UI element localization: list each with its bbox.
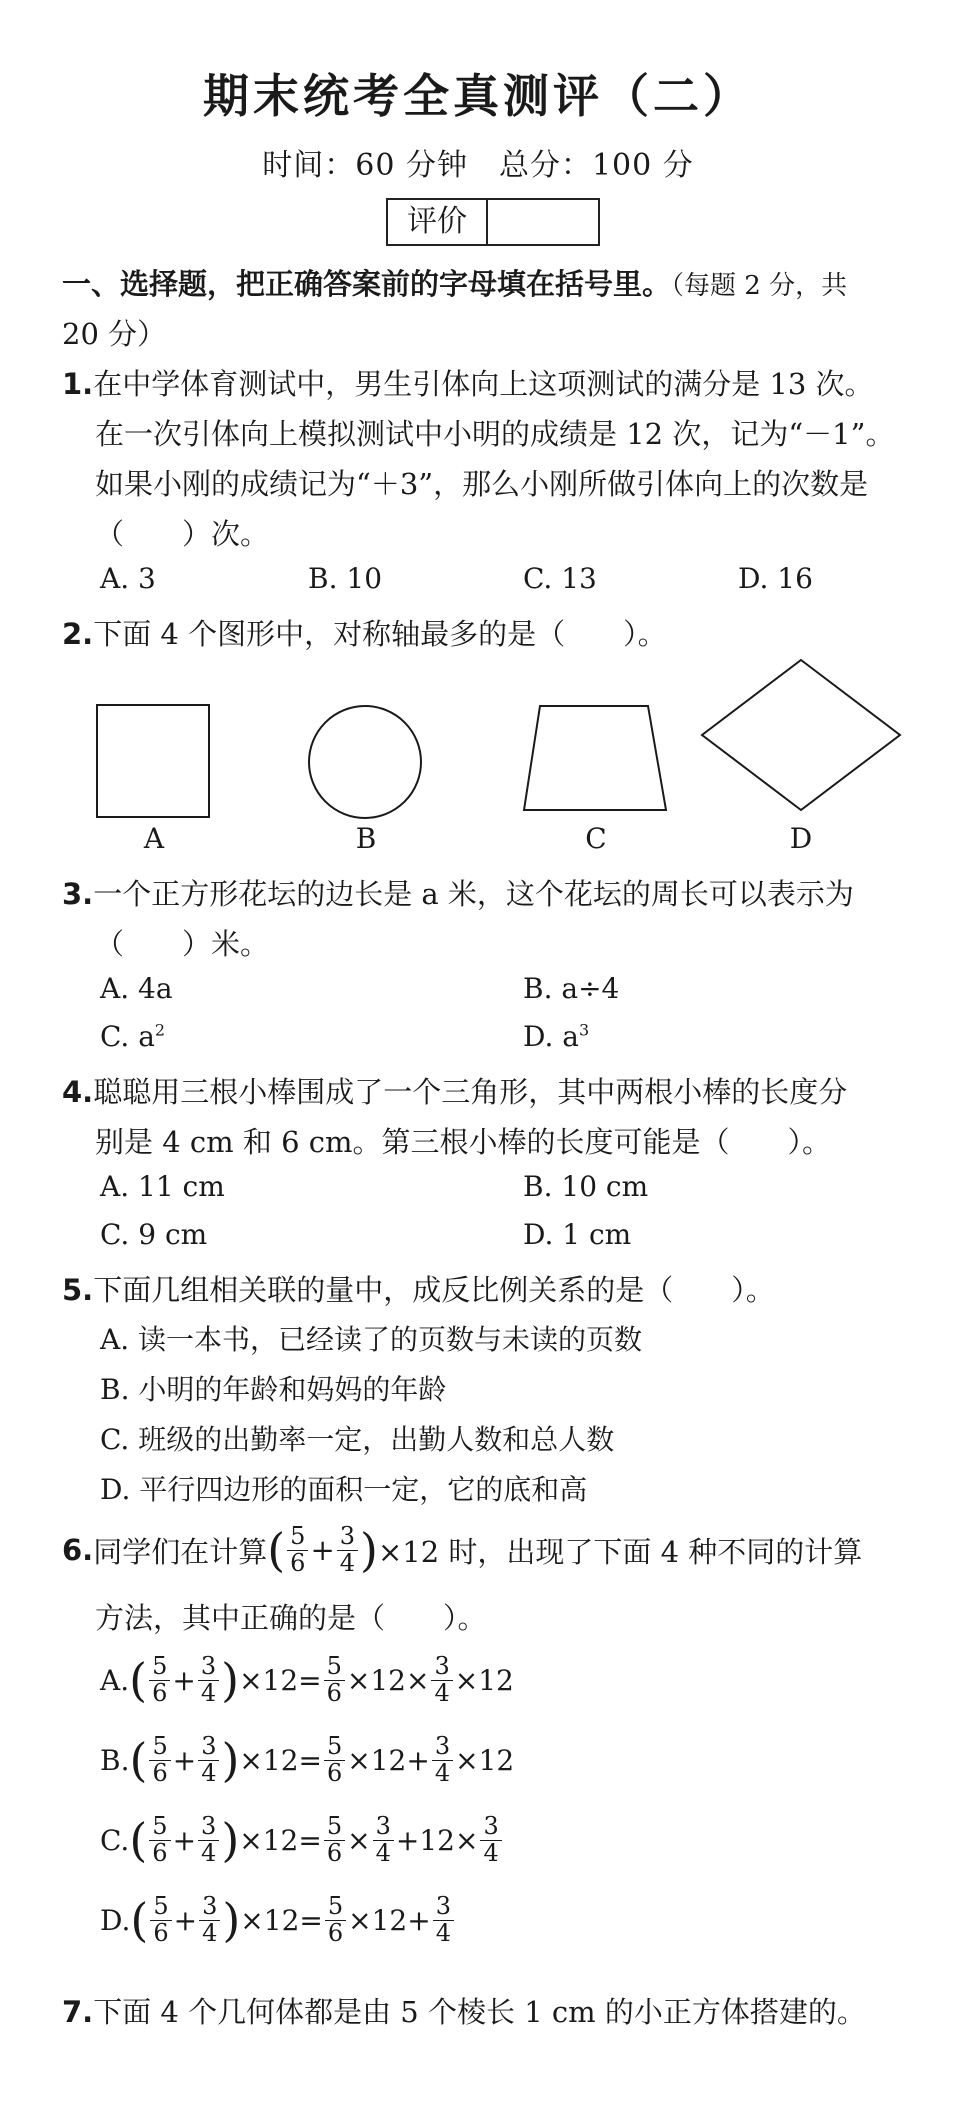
left-paren: ( xyxy=(267,1523,286,1577)
option-d xyxy=(100,1888,456,1952)
evaluation-blank xyxy=(486,200,598,244)
denominator: 6 xyxy=(326,1758,343,1787)
question-number: 2. xyxy=(62,617,94,651)
denominator: 4 xyxy=(200,1678,217,1707)
option-b: B. a÷4 xyxy=(523,972,620,1005)
twelve: 12 xyxy=(419,1823,455,1857)
numerator: 3 xyxy=(432,1734,453,1760)
option-d: D. 1 cm xyxy=(523,1218,632,1251)
fraction-3-4 xyxy=(198,1734,219,1785)
right-paren: ) xyxy=(222,1893,241,1947)
exponent: 2 xyxy=(154,1020,166,1040)
plus-sign: + xyxy=(310,1533,335,1567)
denominator: 6 xyxy=(153,1918,169,1947)
option-b: B. 10 xyxy=(308,562,383,595)
plus-sign: + xyxy=(173,1903,198,1937)
rhombus-shape xyxy=(702,660,900,810)
right-paren: ) xyxy=(221,1653,240,1707)
times-sign: × xyxy=(347,1823,371,1857)
plus-sign: + xyxy=(172,1823,197,1857)
section-heading xyxy=(62,262,847,303)
shape-label-d: D xyxy=(789,822,813,855)
numerator: 5 xyxy=(149,1654,170,1680)
question-1-line1 xyxy=(62,362,874,403)
fraction-5-6 xyxy=(324,1654,345,1705)
times-twelve: ×12 xyxy=(239,1743,299,1777)
question-text: 聪聪用三根小棒围成了一个三角形，其中两根小棒的长度分 xyxy=(93,1075,848,1109)
option-a: A. 4a xyxy=(100,972,173,1005)
option-d: D. 16 xyxy=(738,562,813,595)
question-number: 3. xyxy=(62,877,94,911)
option-label: A. xyxy=(100,1663,130,1697)
question-text: 下面 4 个图形中，对称轴最多的是（ ）。 xyxy=(93,617,667,651)
numerator: 3 xyxy=(480,1814,501,1840)
question-number: 5. xyxy=(62,1273,94,1307)
numerator: 5 xyxy=(287,1524,308,1550)
numerator: 3 xyxy=(431,1654,452,1680)
numerator: 5 xyxy=(149,1814,170,1840)
question-5-line1 xyxy=(62,1268,775,1309)
equals-sign: = xyxy=(299,1903,323,1937)
option-c xyxy=(100,1020,165,1053)
equals-sign: = xyxy=(298,1823,322,1857)
option-b: B. 小明的年龄和妈妈的年龄 xyxy=(100,1373,447,1406)
section-note-part2: 20 分） xyxy=(62,317,167,351)
square-shape xyxy=(97,705,209,817)
left-paren: ( xyxy=(130,1893,149,1947)
denominator: 6 xyxy=(152,1678,168,1707)
fraction-3-4 xyxy=(373,1814,394,1865)
denominator: 4 xyxy=(435,1918,451,1947)
denominator: 6 xyxy=(152,1838,168,1867)
option-c xyxy=(100,1808,504,1872)
numerator: 5 xyxy=(324,1814,345,1840)
exam-info: 时间：60 分钟 总分：100 分 xyxy=(262,148,694,183)
evaluation-box xyxy=(386,198,600,246)
question-number: 1. xyxy=(62,367,94,401)
option-c: C. 班级的出勤率一定，出勤人数和总人数 xyxy=(100,1423,615,1456)
option-c: C. 13 xyxy=(523,562,597,595)
numerator: 5 xyxy=(149,1734,170,1760)
plus-sign: + xyxy=(395,1823,420,1857)
option-b: B. 10 cm xyxy=(523,1170,649,1203)
fraction-5-6 xyxy=(149,1814,170,1865)
denominator: 6 xyxy=(326,1838,343,1867)
question-number: 4. xyxy=(62,1075,94,1109)
fraction-3-4 xyxy=(431,1654,452,1705)
denominator: 4 xyxy=(434,1758,451,1787)
fraction-3-4 xyxy=(432,1734,453,1785)
exponent: 3 xyxy=(578,1020,590,1040)
plus-sign: + xyxy=(172,1743,197,1777)
fraction-5-6 xyxy=(324,1734,345,1785)
circle-shape xyxy=(309,706,421,818)
denominator: 6 xyxy=(152,1758,168,1787)
question-3-line1 xyxy=(62,872,854,913)
question-number: 7. xyxy=(62,1995,94,2029)
question-text: 在中学体育测试中，男生引体向上这项测试的满分是 13 次。 xyxy=(93,367,874,401)
option-a: A. 读一本书，已经读了的页数与未读的页数 xyxy=(100,1323,643,1356)
fraction-5-6 xyxy=(324,1814,345,1865)
numerator: 3 xyxy=(198,1734,219,1760)
fraction-3-4 xyxy=(337,1524,358,1575)
left-paren: ( xyxy=(129,1653,148,1707)
question-4-line1 xyxy=(62,1070,847,1111)
question-6-line2: 方法，其中正确的是（ ）。 xyxy=(95,1601,487,1635)
option-a: A. 3 xyxy=(100,562,156,595)
times-twelve: ×12 xyxy=(454,1663,514,1697)
option-text: D. a xyxy=(523,1020,579,1053)
times-sign: × xyxy=(406,1663,430,1697)
times-twelve: ×12 xyxy=(348,1903,408,1937)
option-a xyxy=(100,1648,514,1712)
option-d: D. 平行四边形的面积一定，它的底和高 xyxy=(100,1473,588,1506)
numerator: 3 xyxy=(373,1814,394,1840)
trapezoid-shape xyxy=(524,706,666,810)
fraction-5-6 xyxy=(149,1734,170,1785)
question-number: 6. xyxy=(62,1533,94,1567)
option-c: C. 9 cm xyxy=(100,1218,208,1251)
option-a: A. 11 cm xyxy=(100,1170,225,1203)
fraction-5-6 xyxy=(325,1894,346,1945)
numerator: 5 xyxy=(324,1654,345,1680)
fraction-3-4 xyxy=(198,1654,219,1705)
question-text: 一个正方形花坛的边长是 a 米，这个花坛的周长可以表示为 xyxy=(93,877,854,911)
denominator: 6 xyxy=(290,1548,306,1577)
question-4-line2: 别是 4 cm 和 6 cm。第三根小棒的长度可能是（ ）。 xyxy=(95,1125,831,1159)
right-paren: ) xyxy=(360,1523,378,1577)
times-twelve: ×12 xyxy=(240,1903,300,1937)
left-paren: ( xyxy=(129,1733,148,1787)
page-title: 期末统考全真测评（二） xyxy=(203,69,753,123)
denominator: 6 xyxy=(327,1918,344,1947)
denominator: 6 xyxy=(326,1678,342,1707)
option-label: D. xyxy=(100,1903,131,1937)
option-text: C. a xyxy=(100,1020,155,1053)
denominator: 4 xyxy=(483,1838,499,1867)
numerator: 3 xyxy=(198,1814,219,1840)
question-text: 下面几组相关联的量中，成反比例关系的是（ ）。 xyxy=(93,1273,775,1307)
times-twelve: ×12 xyxy=(239,1823,299,1857)
equals-sign: = xyxy=(298,1743,322,1777)
numerator: 5 xyxy=(150,1894,171,1920)
denominator: 4 xyxy=(202,1918,218,1947)
question-text: ×12 时，出现了下面 4 种不同的计算 xyxy=(378,1534,863,1569)
fraction-5-6 xyxy=(287,1524,308,1575)
question-6-line1 xyxy=(62,1518,862,1582)
shapes-figure xyxy=(0,650,956,830)
numerator: 5 xyxy=(324,1734,345,1760)
section-note-part1: （每题 2 分，共 xyxy=(671,271,848,301)
denominator: 4 xyxy=(375,1838,391,1867)
fraction-3-4 xyxy=(199,1894,220,1945)
question-text: 下面 4 个几何体都是由 5 个棱长 1 cm 的小正方体搭建的。 xyxy=(93,1995,866,2029)
times-twelve: ×12 xyxy=(347,1743,407,1777)
denominator: 4 xyxy=(201,1838,217,1867)
shape-label-a: A xyxy=(143,822,165,855)
option-d xyxy=(523,1020,589,1053)
times-twelve: ×12 xyxy=(455,1743,515,1777)
denominator: 4 xyxy=(201,1758,217,1787)
denominator: 4 xyxy=(434,1678,450,1707)
denominator: 4 xyxy=(339,1548,356,1577)
question-1-line4: （ ）次。 xyxy=(95,517,270,551)
shape-label-b: B xyxy=(355,822,377,855)
option-label: C. xyxy=(100,1823,130,1857)
right-paren: ) xyxy=(221,1813,240,1867)
numerator: 3 xyxy=(337,1524,358,1550)
numerator: 5 xyxy=(325,1894,346,1920)
option-label: B. xyxy=(100,1743,130,1777)
numerator: 3 xyxy=(198,1654,219,1680)
question-1-line3: 如果小刚的成绩记为“＋3”，那么小刚所做引体向上的次数是 xyxy=(95,467,869,501)
times-twelve: ×12 xyxy=(239,1663,299,1697)
left-paren: ( xyxy=(129,1813,148,1867)
fraction-3-4 xyxy=(198,1814,219,1865)
evaluation-label: 评价 xyxy=(388,200,488,244)
plus-sign: + xyxy=(407,1903,431,1937)
section-heading-text: 一、选择题，把正确答案前的字母填在括号里。 xyxy=(62,267,672,301)
question-2-line1 xyxy=(62,612,667,653)
times-twelve: ×12 xyxy=(346,1663,406,1697)
fraction-3-4 xyxy=(433,1894,454,1945)
numerator: 3 xyxy=(433,1894,454,1920)
question-3-line2: （ ）米。 xyxy=(95,927,270,961)
option-b xyxy=(100,1728,514,1792)
right-paren: ) xyxy=(221,1733,240,1787)
question-7-line1 xyxy=(62,1990,866,2031)
fraction-5-6 xyxy=(149,1654,170,1705)
equals-sign: = xyxy=(298,1663,322,1697)
question-text: 同学们在计算 xyxy=(93,1534,268,1569)
plus-sign: + xyxy=(172,1663,196,1697)
plus-sign: + xyxy=(406,1743,430,1777)
shape-label-c: C xyxy=(585,822,607,855)
times-sign: × xyxy=(454,1823,479,1857)
numerator: 3 xyxy=(199,1894,220,1920)
fraction-3-4 xyxy=(480,1814,501,1865)
fraction-5-6 xyxy=(150,1894,171,1945)
question-1-line2: 在一次引体向上模拟测试中小明的成绩是 12 次，记为“－1”。 xyxy=(95,417,895,451)
